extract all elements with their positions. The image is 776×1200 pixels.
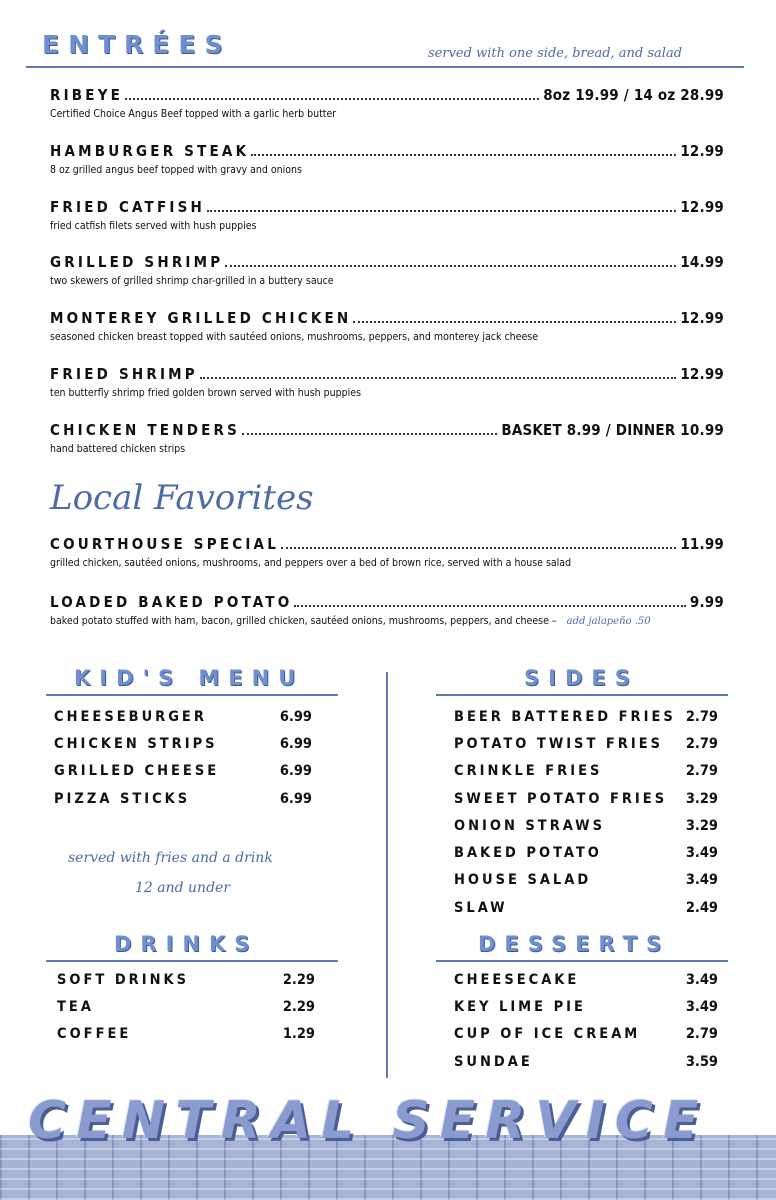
drink-item-name: COFFEE	[57, 1026, 132, 1043]
entree-item	[50, 421, 724, 455]
entree-item-name: FRIED SHRIMP	[50, 365, 198, 383]
entrees-note: served with one side, bread, and salad	[428, 46, 683, 61]
entree-item-line	[50, 86, 724, 104]
local-favorite-item	[50, 535, 724, 569]
side-item-price: 3.29	[685, 790, 718, 807]
sides-rule	[436, 694, 728, 696]
kids-menu-item-price: 6.99	[279, 708, 312, 725]
drinks-heading: DRINKS	[114, 932, 259, 956]
side-item-price: 2.79	[685, 708, 718, 725]
entrees-rule	[26, 66, 744, 68]
side-item	[454, 839, 718, 866]
entree-item-description-text: 8 oz grilled angus beef topped with gravy and onions	[50, 163, 302, 176]
kids-menu-item	[54, 758, 312, 785]
kids-menu-item-name: GRILLED CHEESE	[54, 763, 220, 780]
drink-item	[57, 993, 315, 1020]
kids-menu-item-price: 6.99	[279, 790, 312, 807]
entree-item-line	[50, 421, 724, 439]
side-item-name: BAKED POTATO	[454, 845, 602, 862]
dessert-item-name: KEY LIME PIE	[454, 998, 586, 1015]
side-item	[454, 867, 718, 894]
dessert-item	[454, 993, 718, 1020]
drink-item-price: 1.29	[282, 1026, 315, 1043]
entree-item-description-text: hand battered chicken strips	[50, 442, 186, 455]
sides-heading: SIDES	[524, 666, 639, 690]
kids-menu-heading: KID'S MENU	[74, 666, 305, 690]
entree-item-price: 12.99	[680, 141, 724, 160]
local-favorites-heading: Local Favorites	[50, 478, 314, 518]
entree-item-line	[50, 253, 724, 271]
drink-item	[57, 966, 315, 993]
sign-text: CENTRAL SERVICE	[28, 1091, 709, 1151]
entree-item-price: BASKET 8.99 / DINNER 10.99	[501, 420, 724, 439]
side-item	[454, 812, 718, 839]
dessert-item	[454, 966, 718, 993]
local-favorite-item-description-text: grilled chicken, sautéed onions, mushrooms, and peppers over a bed of brown rice, served with a house salad	[50, 557, 572, 569]
side-item-price: 2.49	[685, 899, 718, 916]
entree-item-description-text: fried catfish filets served with hush puppies	[50, 219, 257, 232]
entree-item-description	[50, 164, 724, 176]
entree-item-description	[50, 387, 724, 399]
entree-item-name: HAMBURGER STEAK	[50, 141, 250, 160]
entree-item	[50, 253, 724, 287]
side-item-price: 3.49	[685, 845, 718, 862]
local-favorite-item-description	[50, 615, 724, 627]
kids-menu-rule	[46, 694, 338, 696]
dessert-item-name: SUNDAE	[454, 1053, 533, 1070]
drink-item-price: 2.29	[282, 971, 315, 988]
entree-item-description-text: seasoned chicken breast topped with sautéed onions, mushrooms, peppers, and monterey jack cheese	[50, 331, 539, 344]
entree-item-price: 8oz 19.99 / 14 oz 28.99	[543, 86, 724, 104]
kids-menu-item	[54, 785, 312, 812]
local-favorite-item-line	[50, 593, 724, 611]
kids-menu-item-name: PIZZA STICKS	[54, 790, 191, 807]
entree-item-line	[50, 309, 724, 327]
side-item-price: 2.79	[685, 763, 718, 780]
kids-menu-list	[54, 703, 312, 812]
desserts-heading: DESSERTS	[478, 932, 671, 956]
entree-item	[50, 365, 724, 399]
side-item-name: BEER BATTERED FRIES	[454, 708, 676, 725]
kids-menu-item-price: 6.99	[279, 763, 312, 780]
dot-leader	[353, 321, 676, 323]
drink-item	[57, 1021, 315, 1048]
dessert-item-price: 3.49	[685, 998, 718, 1015]
entree-item	[50, 86, 724, 120]
drinks-list	[57, 966, 315, 1048]
dessert-item-price: 3.59	[685, 1053, 718, 1070]
local-favorite-item-description-text: baked potato stuffed with ham, bacon, grilled chicken, sautéed onions, mushrooms, peppers, and cheese –	[50, 615, 557, 627]
local-favorite-item-name: LOADED BAKED POTATO	[50, 593, 293, 611]
entree-item	[50, 142, 724, 176]
entree-item-name: RIBEYE	[50, 86, 124, 104]
entree-item-price: 12.99	[680, 365, 724, 383]
dessert-item-name: CUP OF ICE CREAM	[454, 1026, 641, 1043]
drink-item-price: 2.29	[282, 998, 315, 1015]
side-item	[454, 730, 718, 757]
side-item-price: 3.49	[685, 872, 718, 889]
local-favorite-item	[50, 593, 724, 627]
entree-item	[50, 198, 724, 232]
entree-item-name: MONTEREY GRILLED CHICKEN	[50, 309, 352, 328]
dot-leader	[251, 154, 676, 156]
entree-item-description	[50, 220, 724, 232]
dessert-item-price: 3.49	[685, 971, 718, 988]
dot-leader	[281, 547, 676, 549]
column-divider	[386, 672, 388, 1078]
entree-item-description-text: ten butterfly shrimp fried golden brown served with hush puppies	[50, 387, 362, 399]
side-item-name: ONION STRAWS	[454, 817, 605, 834]
desserts-list	[454, 966, 718, 1075]
entree-item-price: 12.99	[680, 197, 724, 216]
drink-item-name: TEA	[57, 998, 94, 1015]
local-favorite-item-name: COURTHOUSE SPECIAL	[50, 535, 280, 553]
kids-menu-note-line1: served with fries and a drink	[68, 850, 273, 866]
side-item	[454, 894, 718, 921]
dot-leader	[200, 377, 676, 379]
side-item	[454, 785, 718, 812]
side-item-name: CRINKLE FRIES	[454, 763, 603, 780]
local-favorite-item-price: 9.99	[689, 593, 724, 611]
dot-leader	[225, 265, 676, 267]
local-favorite-item-description	[50, 557, 724, 569]
dot-leader	[294, 605, 686, 607]
entree-item-description	[50, 275, 724, 287]
central-service-sign	[0, 1085, 776, 1200]
side-item-name: SLAW	[454, 899, 508, 916]
local-favorite-item-addon: add jalapeño .50	[566, 616, 651, 627]
entree-item-name: CHICKEN TENDERS	[50, 420, 241, 439]
entree-item-description	[50, 443, 724, 455]
entree-item-name: FRIED CATFISH	[50, 197, 205, 216]
entree-item-description	[50, 331, 724, 343]
dessert-item-price: 2.79	[685, 1026, 718, 1043]
desserts-rule	[436, 960, 728, 962]
dessert-item-name: CHEESECAKE	[454, 971, 580, 988]
entree-item-line	[50, 142, 724, 160]
dot-leader	[242, 433, 497, 435]
dot-leader	[207, 210, 676, 212]
side-item-price: 2.79	[685, 735, 718, 752]
kids-menu-item	[54, 703, 312, 730]
kids-menu-note-line2: 12 and under	[135, 880, 231, 896]
local-favorite-item-price: 11.99	[680, 535, 724, 553]
kids-menu-item-name: CHICKEN STRIPS	[54, 735, 218, 752]
entree-item	[50, 309, 724, 343]
sides-list	[454, 703, 718, 921]
side-item	[454, 758, 718, 785]
local-favorite-item-line	[50, 535, 724, 553]
entree-item-line	[50, 198, 724, 216]
entree-item-description-text: Certified Choice Angus Beef topped with a garlic herb butter	[50, 108, 337, 120]
side-item-name: HOUSE SALAD	[454, 872, 592, 889]
entree-item-name: GRILLED SHRIMP	[50, 253, 224, 272]
dot-leader	[125, 98, 539, 100]
side-item-name: SWEET POTATO FRIES	[454, 790, 668, 807]
entrees-heading: ENTRÉES	[42, 30, 232, 59]
entree-item-price: 12.99	[680, 309, 724, 328]
drink-item-name: SOFT DRINKS	[57, 971, 189, 988]
side-item	[454, 703, 718, 730]
entree-item-line	[50, 365, 724, 383]
kids-menu-item	[54, 730, 312, 757]
kids-menu-item-name: CHEESEBURGER	[54, 708, 207, 725]
drinks-rule	[46, 960, 338, 962]
entree-item-description-text: two skewers of grilled shrimp char-grilled in a buttery sauce	[50, 275, 334, 288]
dessert-item	[454, 1048, 718, 1075]
entree-item-price: 14.99	[680, 253, 724, 272]
kids-menu-item-price: 6.99	[279, 735, 312, 752]
entree-item-description	[50, 108, 724, 120]
side-item-price: 3.29	[685, 817, 718, 834]
dessert-item	[454, 1021, 718, 1048]
side-item-name: POTATO TWIST FRIES	[454, 735, 664, 752]
